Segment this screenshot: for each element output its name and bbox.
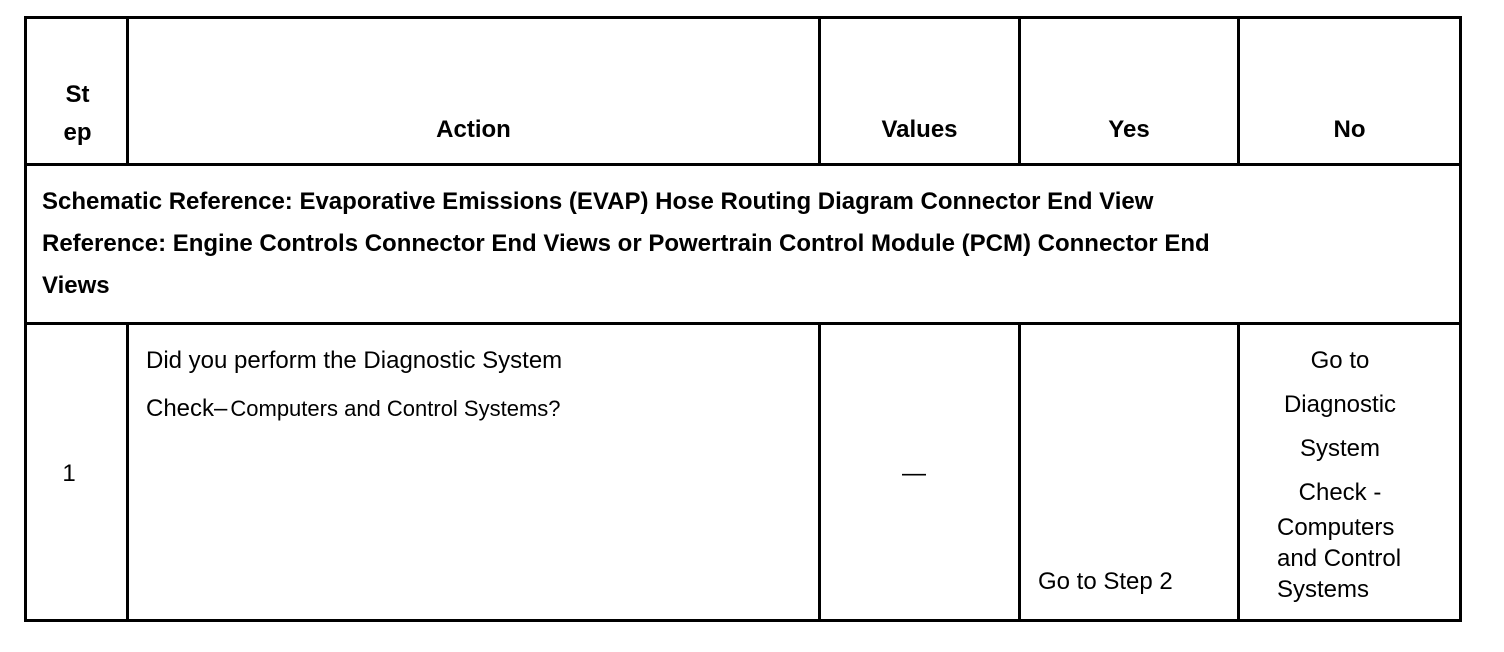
schematic-reference bbox=[42, 181, 1452, 307]
header-step bbox=[29, 76, 126, 152]
row-divider-step bbox=[126, 323, 129, 622]
row-1-no-line4: Check - bbox=[1298, 479, 1382, 506]
row-divider-values bbox=[1018, 323, 1021, 622]
row-1-step: 1 bbox=[62, 460, 76, 487]
row-1-values: — bbox=[902, 460, 926, 487]
header-divider bbox=[24, 163, 1462, 166]
reference-line-2: Reference: Engine Controls Connector End Views or Powertrain Control Module (PCM) Connector End bbox=[42, 230, 1210, 257]
header-yes: Yes bbox=[1108, 116, 1150, 143]
row-1-yes: Go to Step 2 bbox=[1038, 568, 1173, 595]
header-no: No bbox=[1333, 116, 1366, 143]
row-1-action-link: Computers and Control Systems? bbox=[230, 396, 561, 421]
reference-line-1: Schematic Reference: Evaporative Emissions (EVAP) Hose Routing Diagram Connector End View bbox=[42, 188, 1154, 215]
row-1-action-line2 bbox=[146, 394, 806, 424]
row-1-no-line2: Diagnostic bbox=[1283, 391, 1397, 418]
row-1-no-line6: and Control bbox=[1277, 545, 1402, 572]
header-step-line1: St bbox=[65, 81, 90, 108]
header-action: Action bbox=[436, 116, 511, 143]
row-1-action-check: Check– bbox=[146, 395, 228, 422]
row-1-no bbox=[1240, 346, 1459, 605]
reference-line-3: Views bbox=[42, 272, 110, 299]
row-1-no-line7: Systems bbox=[1277, 576, 1370, 603]
header-step-line2: ep bbox=[63, 119, 92, 146]
row-1-no-line5: Computers bbox=[1277, 514, 1395, 541]
header-values: Values bbox=[881, 116, 958, 143]
row-1-no-line3: System bbox=[1299, 435, 1380, 462]
row-1-action bbox=[146, 346, 806, 424]
reference-divider bbox=[24, 322, 1462, 325]
row-1-no-line1: Go to bbox=[1310, 347, 1370, 374]
row-1-action-line1: Did you perform the Diagnostic System bbox=[146, 347, 563, 374]
